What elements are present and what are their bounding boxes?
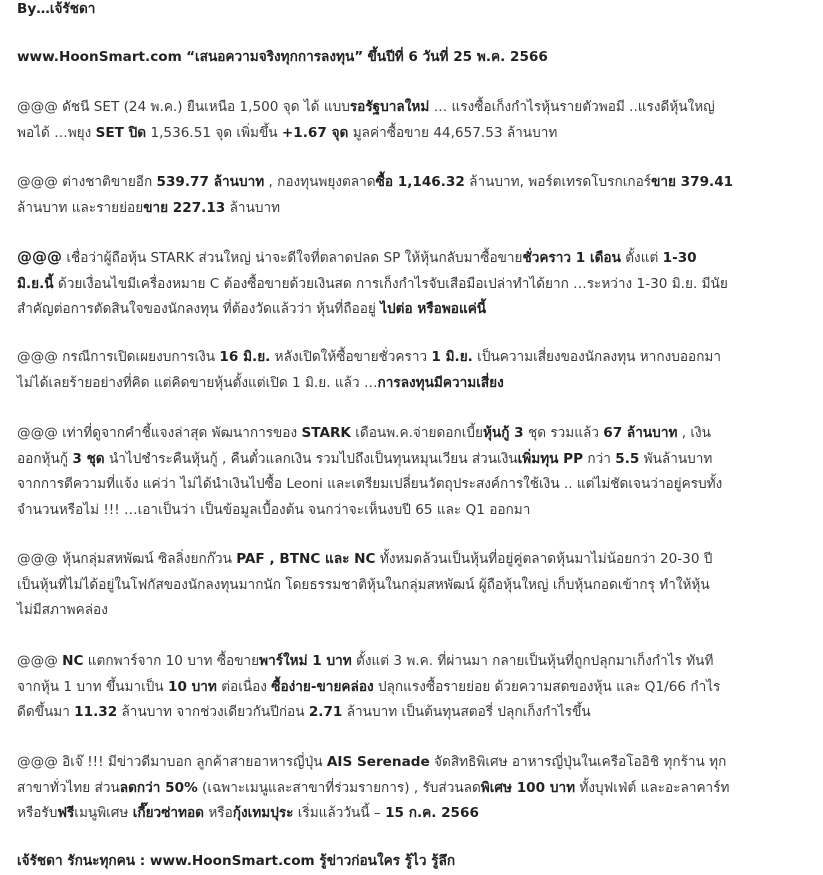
slogan: “เสนอความจริงทุกการลงทุน”	[186, 49, 364, 65]
paragraph-line: จากการตีความที่แจ้ง แค่ว่า ไม่ได้นำเงินไปซื้อ Leoni และเตรียมเปลี่ยนวัตถุประสงค์การใช้เงิน .. แต่ไม่ชัดเจนว่าอยู่ครบทั้ง	[17, 476, 723, 492]
footer-text: เจ้รัชดา รักนะทุกคน : www.HoonSmart.com รู้ข่าวก่อนใคร รู้ไว รู้ลึก	[17, 853, 456, 869]
article-footer	[17, 849, 455, 875]
paragraph-line: หรือรับฟรีเมนูพิเศษ เกี๊ยวซ่าทอด หรือกุ้งเทมปุระ เริ่มแล้ววันนี้ – 15 ก.ค. 2566	[17, 805, 479, 821]
paragraph-line: @@@ เชื่อว่าผู้ถือหุ้น STARK ส่วนใหญ่ น่าจะดีใจที่ตลาดปลด SP ให้หุ้นกลับมาซื้อขายชั่วคราว 1 เดือน ตั้งแต่ 1-30	[17, 248, 697, 266]
paragraph-line: @@@ เท่าที่ดูจากคำชี้แจงล่าสุด พัฒนาการของ STARK เดือนพ.ค.จ่ายดอกเบี้ยหุ้นกู้ 3 ชุด รวมแล้ว 67 ล้านบาท , เงิน	[17, 425, 711, 441]
paragraph-line: ไม่ได้เลยร้ายอย่างที่คิด แต่คิดขายหุ้นตั้งแต่เปิด 1 มิ.ย. แล้ว …การลงทุนมีความเสี่ยง	[17, 374, 504, 391]
paragraph-line: @@@ NC แตกพาร์จาก 10 บาท ซื้อขายพาร์ใหม่ 1 บาท ตั้งแต่ 3 พ.ค. ที่ผ่านมา กลายเป็นหุ้นที่ถูกปลุกมาเก็งกำไร ทันที	[17, 653, 714, 669]
paragraph-ais-promo	[17, 750, 809, 827]
paragraph-line: จากหุ้น 1 บาท ขึ้นมาเป็น 10 บาท ต่อเนื่อง ซื้อง่าย-ขายคล่อง ปลุกแรงซื้อรายย่อย ด้วยความสดของหุ้น และ Q1/66 กำไร	[17, 678, 721, 695]
paragraph-stark-trading	[17, 245, 809, 323]
paragraph-line: จำนวนหรือไม่ !!! …เอาเป็นว่า เป็นข้อมูลเบื้องต้น จนกว่าจะเห็นงบปี 65 และ Q1 ออกมา	[17, 501, 531, 518]
site-name: www.HoonSmart.com	[17, 49, 182, 65]
paragraph-set-index	[17, 95, 809, 146]
article-header	[17, 45, 548, 71]
paragraph-fund-flows	[17, 170, 809, 221]
paragraph-line: มิ.ย.นี้ ด้วยเงื่อนไขมีเครื่องหมาย C ต้องซื้อขายด้วยเงินสด การเก็งกำไรจับเสือมือเปล่าทำได้ยาก …ระหว่าง 1-30 มิ.ย. มีนัย	[17, 275, 728, 292]
paragraph-line: @@@ ดัชนี SET (24 พ.ค.) ยืนเหนือ 1,500 จุด ได้ แบบรอรัฐบาลใหม่ … แรงซื้อเก็งกำไรหุ้นรายตัวพอมี ..แรงดีหุ้นใหญ่	[17, 99, 715, 115]
paragraph-line: ออกหุ้นกู้ 3 ชุด นำไปชำระคืนหุ้นกู้ , คืนตั๋วแลกเงิน รวมไปถึงเป็นทุนหมุนเวียน ส่วนเงินเพิ่มทุน PP กว่า 5.5 พันล้านบาท	[17, 450, 713, 467]
since-date: ขึ้นปีที่ 6 วันที่ 25 พ.ค. 2566	[367, 49, 548, 65]
paragraph-line: @@@ ต่างชาติขายอีก 539.77 ล้านบาท , กองทุนพยุงตลาดซื้อ 1,146.32 ล้านบาท, พอร์ตเทรดโบรกเกอร์ขาย 379.41	[17, 174, 734, 190]
byline	[17, 0, 95, 23]
paragraph-line: ล้านบาท และรายย่อยขาย 227.13 ล้านบาท	[17, 199, 281, 216]
paragraph-line: พอได้ …พยุง SET ปิด 1,536.51 จุด เพิ่มขึ้น +1.67 จุด มูลค่าซื้อขาย 44,657.53 ล้านบาท	[17, 124, 558, 141]
paragraph-line: ดีดขึ้นมา 11.32 ล้านบาท จากช่วงเดียวกันปีก่อน 2.71 ล้านบาท เป็นต้นทุนสตอรี่ ปลุกเก็งกำไรขึ้น	[17, 704, 591, 720]
paragraph-nc-split	[17, 649, 809, 726]
paragraph-line: @@@ อิเจ๊ !!! มีข่าวดีมาบอก ลูกค้าสายอาหารญี่ปุ่น AIS Serenade จัดสิทธิพิเศษ อาหารญี่ปุ่นในเครือโออิชิ ทุกร้าน ทุก	[17, 754, 727, 770]
paragraph-saha-group	[17, 547, 809, 624]
paragraph-line: ไม่มีสภาพคล่อง	[17, 602, 108, 618]
paragraph-financial-disclosure	[17, 345, 809, 396]
paragraph-stark-progress	[17, 421, 809, 523]
paragraph-line: @@@ หุ้นกลุ่มสหพัฒน์ ซิลลิ่งยกก๊วน PAF , BTNC และ NC ทั้งหมดล้วนเป็นหุ้นที่อยู่คู่ตลาดหุ้นมาไม่น้อยกว่า 20-30 ปี	[17, 551, 713, 567]
paragraph-line: สำคัญต่อการตัดสินใจของนักลงทุน ที่ต้องวัดแล้วว่า หุ้นที่ถืออยู่ ไปต่อ หรือพอแค่นี้	[17, 301, 487, 317]
paragraph-line: เป็นหุ้นที่ไม่ได้อยู่ในโฟกัสของนักลงทุนมากนัก โดยธรรมชาติหุ้นในกลุ่มสหพัฒน์ ผู้ถือหุ้นใหญ่ เก็บหุ้นกอดเข้ากรุ ทำให้หุ้น	[17, 576, 710, 593]
paragraph-line: @@@ กรณีการเปิดเผยงบการเงิน 16 มิ.ย. หลังเปิดให้ซื้อขายชั่วคราว 1 มิ.ย. เป็นความเสี่ยงของนักลงทุน หากงบออกมา	[17, 349, 722, 365]
byline-text: By…เจ้รัชดา	[17, 1, 96, 17]
paragraph-line: สาขาทั่วไทย ส่วนลดกว่า 50% (เฉพาะเมนูและสาขาที่ร่วมรายการ) , รับส่วนลดพิเศษ 100 บาท ทั้งบุฟเฟ่ต์ และอะลาคาร์ท	[17, 779, 730, 796]
